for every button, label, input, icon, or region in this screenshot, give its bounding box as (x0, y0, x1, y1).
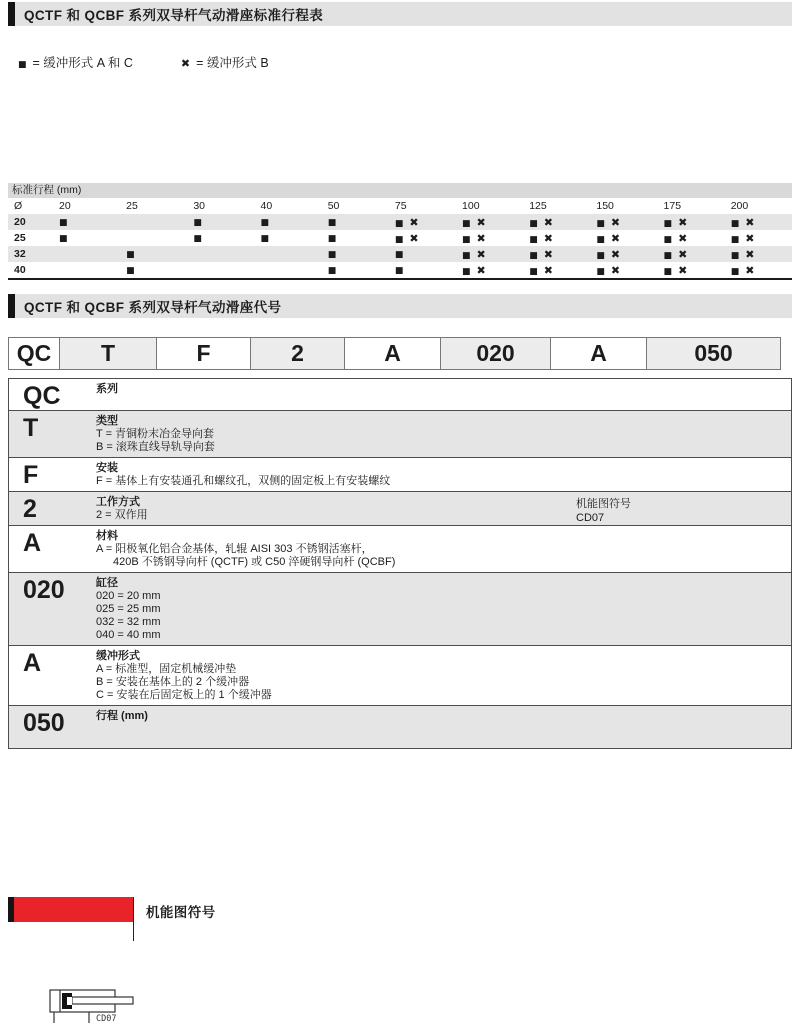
function-symbol-note-label: 机能图符号 (576, 498, 631, 510)
breakdown-description (96, 573, 161, 645)
stroke-table-row (8, 230, 792, 246)
stroke-availability-cell (590, 214, 657, 230)
cross-mark-icon: ✖ (678, 231, 688, 245)
code-box: 020 (440, 337, 551, 370)
square-mark-icon: ■ (462, 250, 471, 261)
stroke-availability-cell (255, 246, 322, 262)
stroke-availability-cell (120, 262, 187, 279)
stroke-availability-cell (120, 214, 187, 230)
square-mark-icon: ■ (126, 266, 135, 276)
cross-mark-icon: ✖ (476, 263, 486, 277)
breakdown-title: 安装 (96, 462, 118, 474)
breakdown-code: 2 (23, 495, 37, 523)
square-mark-icon: ■ (126, 250, 135, 260)
square-mark-icon: ■ (394, 266, 404, 276)
header-accent-bar (8, 294, 15, 318)
breakdown-title: 工作方式 (96, 496, 140, 508)
cross-mark-icon: ✖ (476, 247, 486, 261)
square-mark-icon: ■ (529, 266, 538, 277)
breakdown-code: A (23, 529, 42, 557)
function-symbol-note (576, 497, 631, 525)
stroke-table-row (8, 246, 792, 262)
stroke-availability-cell (658, 246, 725, 262)
square-mark-icon: ■ (730, 250, 740, 261)
breakdown-description (96, 379, 118, 410)
stroke-header-row (8, 198, 792, 214)
stroke-availability-cell (322, 246, 389, 262)
breakdown-row (9, 646, 791, 706)
stroke-availability-cell (255, 262, 322, 279)
cross-mark-icon: ✖ (745, 215, 755, 229)
breakdown-code: F (23, 461, 39, 489)
stroke-availability-cell (187, 230, 254, 246)
header-accent-bar (8, 2, 15, 26)
breakdown-row (9, 706, 791, 748)
square-mark-icon: ■ (327, 234, 337, 244)
stroke-availability-cell (53, 262, 120, 279)
stroke-table-row (8, 262, 792, 279)
breakdown-line: 420B 不锈钢导向杆 (QCTF) 或 C50 淬硬钢导向杆 (QCBF) (113, 556, 396, 568)
stroke-column-header: 125 (529, 200, 547, 212)
symbol-code-label: CD07 (96, 1014, 117, 1024)
cross-mark-icon: ✖ (610, 247, 621, 261)
stroke-table-title: 标准行程 (mm) (8, 183, 792, 198)
square-mark-icon: ■ (260, 234, 270, 244)
stroke-availability-cell (53, 230, 120, 246)
order-code-breakdown (8, 378, 792, 749)
stroke-availability-cell (187, 246, 254, 262)
bore-label: 20 (14, 216, 26, 228)
cross-mark-icon: ✖ (745, 231, 755, 245)
breakdown-line: 2 = 双作用 (96, 509, 148, 521)
stroke-column-header: 75 (394, 200, 407, 212)
stroke-availability-cell (187, 262, 254, 279)
stroke-column-header: 175 (663, 200, 682, 212)
bore-label: 32 (14, 248, 26, 260)
stroke-column-header: 200 (730, 200, 749, 212)
breakdown-row (9, 379, 791, 411)
square-mark-icon: ■ (260, 218, 270, 228)
breakdown-row (9, 573, 791, 646)
cross-mark-icon: ✖ (543, 263, 553, 277)
breakdown-title: 行程 (mm) (96, 710, 148, 722)
stroke-availability-cell (255, 230, 322, 246)
code-box: 050 (646, 337, 781, 370)
stroke-availability-cell (523, 262, 590, 279)
stroke-availability-cell (456, 214, 523, 230)
breakdown-description (96, 646, 272, 705)
cross-mark-icon: ✖ (745, 263, 755, 277)
cylinder-symbol-icon (46, 983, 146, 1031)
stroke-availability-cell (53, 246, 120, 262)
stroke-availability-cell (255, 214, 322, 230)
breakdown-line: 032 = 32 mm (96, 616, 161, 628)
order-code-boxes (8, 337, 780, 370)
cross-mark-icon: ✖ (610, 215, 621, 229)
breakdown-row (9, 411, 791, 458)
legend-cushion-a-c-label: = 缓冲形式 A 和 C (32, 56, 133, 70)
code-box: A (344, 337, 441, 370)
stroke-availability-cell (456, 262, 523, 279)
cross-mark-icon: ✖ (180, 57, 191, 70)
code-box: T (59, 337, 157, 370)
stroke-column-header: 150 (596, 200, 614, 212)
breakdown-line: 025 = 25 mm (96, 603, 161, 615)
cross-mark-icon: ✖ (409, 215, 419, 229)
stroke-availability-cell (523, 246, 590, 262)
breakdown-line: F = 基体上有安装通孔和螺纹孔，双侧的固定板上有安装螺纹 (96, 475, 391, 487)
breakdown-code: T (23, 414, 39, 442)
square-mark-icon: ■ (394, 234, 404, 245)
square-mark-icon: ■ (462, 234, 471, 245)
breakdown-row (9, 458, 791, 492)
breakdown-title: 缸径 (96, 577, 118, 589)
square-mark-icon: ■ (327, 266, 337, 276)
breakdown-line: B = 安装在基体上的 2 个缓冲器 (96, 676, 250, 688)
square-mark-icon: ■ (394, 218, 404, 229)
breakdown-line: B = 滚珠直线导轨导向套 (96, 441, 215, 453)
stroke-column-header: 100 (462, 200, 480, 212)
cross-mark-icon: ✖ (543, 215, 553, 229)
cross-mark-icon: ✖ (543, 247, 553, 261)
breakdown-row (9, 492, 791, 526)
stroke-availability-cell (725, 214, 792, 230)
cross-mark-icon: ✖ (476, 231, 486, 245)
breakdown-line: C = 安装在后固定板上的 1 个缓冲器 (96, 689, 272, 701)
function-symbol-note-value: CD07 (576, 512, 605, 524)
stroke-availability-cell (658, 230, 725, 246)
piston-notch (67, 997, 72, 1005)
breakdown-line: 020 = 20 mm (96, 590, 161, 602)
stroke-availability-cell (322, 214, 389, 230)
breakdown-title: 缓冲形式 (96, 650, 140, 662)
stroke-column-header: 50 (327, 200, 340, 212)
diameter-header: Ø (14, 200, 23, 212)
bore-label: 40 (14, 264, 26, 276)
heading-rule-line (133, 897, 134, 941)
code-box: F (156, 337, 251, 370)
square-mark-icon: ■ (529, 250, 538, 261)
stroke-column-header: 40 (260, 200, 273, 212)
square-mark-icon: ■ (193, 234, 202, 244)
square-mark-icon: ■ (730, 266, 740, 277)
stroke-availability-cell (53, 214, 120, 230)
cross-mark-icon: ✖ (745, 247, 755, 261)
piston-rod (72, 997, 133, 1004)
code-box: 2 (250, 337, 345, 370)
cross-mark-icon: ✖ (409, 231, 419, 245)
square-mark-icon: ■ (529, 234, 538, 245)
heading-red-bar (14, 897, 133, 922)
stroke-availability-cell (389, 262, 456, 279)
bore-label: 25 (14, 232, 26, 244)
square-mark-icon: ■ (663, 218, 673, 229)
stroke-availability-cell (725, 230, 792, 246)
section-header-order-code (8, 294, 792, 318)
square-mark-icon: ■ (663, 250, 673, 261)
square-mark-icon: ■ (18, 60, 27, 70)
stroke-availability-cell (389, 246, 456, 262)
cross-mark-icon: ✖ (678, 215, 688, 229)
square-mark-icon: ■ (327, 218, 337, 228)
breakdown-description (96, 526, 395, 572)
stroke-grid (8, 198, 792, 280)
code-box: QC (8, 337, 60, 370)
legend-cushion-b-label: = 缓冲形式 B (196, 56, 269, 70)
breakdown-description (96, 411, 215, 457)
square-mark-icon: ■ (529, 218, 538, 229)
breakdown-line: T = 青铜粉末冶金导向套 (96, 428, 215, 440)
breakdown-code: A (23, 649, 42, 677)
square-mark-icon: ■ (462, 266, 471, 277)
breakdown-line: A = 阳极氧化铝合金基体，轧辊 AISI 303 不锈钢活塞杆， (96, 543, 373, 555)
square-mark-icon: ■ (596, 218, 605, 229)
square-mark-icon: ■ (596, 266, 605, 277)
square-mark-icon: ■ (663, 234, 673, 245)
breakdown-code: 020 (23, 576, 65, 604)
stroke-availability-cell (187, 214, 254, 230)
square-mark-icon: ■ (596, 234, 605, 245)
stroke-availability-cell (120, 246, 187, 262)
breakdown-title: 类型 (96, 415, 118, 427)
breakdown-title: 系列 (96, 383, 118, 395)
square-mark-icon: ■ (327, 250, 337, 260)
square-mark-icon: ■ (730, 234, 740, 245)
breakdown-line: 040 = 40 mm (96, 629, 161, 641)
square-mark-icon: ■ (193, 218, 202, 228)
stroke-availability-cell (322, 262, 389, 279)
breakdown-description (96, 706, 148, 748)
stroke-table-row (8, 214, 792, 230)
cross-mark-icon: ✖ (543, 231, 553, 245)
breakdown-code: 050 (23, 709, 65, 737)
breakdown-description (96, 458, 390, 491)
code-box: A (550, 337, 647, 370)
cushion-legend (18, 53, 269, 71)
stroke-availability-cell (456, 246, 523, 262)
stroke-availability-cell (725, 246, 792, 262)
cross-mark-icon: ✖ (476, 215, 486, 229)
stroke-column-header: 20 (59, 200, 71, 212)
function-symbol-heading-block (8, 897, 792, 941)
square-mark-icon: ■ (462, 218, 471, 229)
stroke-availability-cell (590, 262, 657, 279)
stroke-availability-cell (523, 214, 590, 230)
stroke-availability-cell (725, 262, 792, 279)
stroke-availability-cell (120, 230, 187, 246)
breakdown-code: QC (23, 382, 61, 410)
breakdown-description (96, 492, 148, 525)
stroke-availability-cell (658, 214, 725, 230)
breakdown-title: 材料 (96, 530, 118, 542)
cross-mark-icon: ✖ (610, 263, 621, 277)
square-mark-icon: ■ (596, 250, 605, 261)
stroke-column-header: 30 (193, 200, 206, 212)
stroke-availability-cell (389, 214, 456, 230)
legend-cushion-a-c (18, 53, 133, 71)
section-header-stroke-table (8, 2, 792, 26)
stroke-column-header: 25 (126, 200, 138, 212)
stroke-availability-cell (389, 230, 456, 246)
stroke-section-title: QCTF 和 QCBF 系列双导杆气动滑座标准行程表 (24, 8, 324, 23)
stroke-availability-cell (590, 246, 657, 262)
cross-mark-icon: ✖ (678, 247, 688, 261)
breakdown-line: A = 标准型，固定机械缓冲垫 (96, 663, 237, 675)
order-code-section-title: QCTF 和 QCBF 系列双导杆气动滑座代号 (24, 300, 282, 315)
breakdown-row (9, 526, 791, 573)
stroke-availability-cell (590, 230, 657, 246)
square-mark-icon: ■ (730, 218, 740, 229)
square-mark-icon: ■ (59, 234, 68, 244)
square-mark-icon: ■ (59, 218, 68, 228)
square-mark-icon: ■ (394, 250, 404, 260)
stroke-availability-cell (523, 230, 590, 246)
stroke-availability-cell (456, 230, 523, 246)
standard-stroke-table (8, 183, 792, 280)
stroke-availability-cell (322, 230, 389, 246)
legend-cushion-b (181, 53, 269, 71)
cross-mark-icon: ✖ (678, 263, 688, 277)
square-mark-icon: ■ (663, 266, 673, 277)
cross-mark-icon: ✖ (610, 231, 621, 245)
function-symbol-heading: 机能图符号 (146, 905, 216, 920)
stroke-availability-cell (658, 262, 725, 279)
